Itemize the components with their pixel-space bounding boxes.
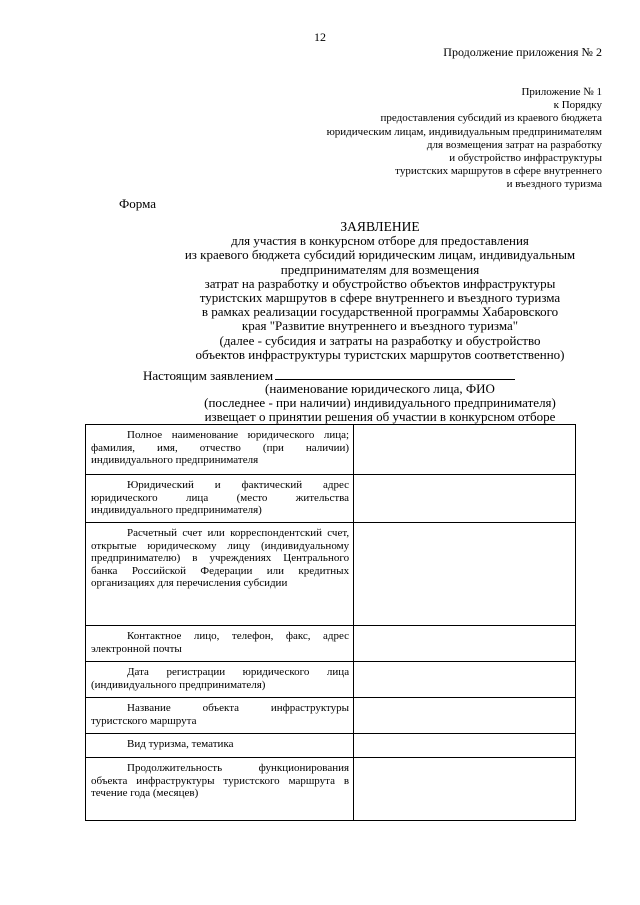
row-label: Дата регистрации юридического лица (индивидуального предпринимателя): [86, 662, 354, 698]
row-label: Юридический и фактический адрес юридического лица (место жительства индивидуального предпринимателя): [86, 475, 354, 523]
applicant-name-blank[interactable]: [275, 368, 515, 380]
row-value-cell[interactable]: [354, 758, 576, 821]
row-value-cell[interactable]: [354, 523, 576, 626]
document-title: ЗАЯВЛЕНИЕ: [340, 219, 420, 234]
subtitle-line: затрат на разработку и обустройство объектов инфраструктуры: [204, 275, 556, 291]
table-row: [86, 662, 576, 698]
row-value-cell[interactable]: [354, 626, 576, 662]
subtitle-line: объектов инфраструктуры туристских маршрутов соответственно): [195, 346, 565, 362]
table-row: [86, 698, 576, 734]
table-row: [86, 734, 576, 758]
appendix-line: туристских маршрутов в сфере внутреннего: [395, 165, 602, 178]
table-row: [86, 523, 576, 626]
declaration-line: извещает о принятии решения об участии в конкурсном отборе: [204, 409, 556, 424]
appendix-line: к Порядку: [553, 99, 602, 112]
declaration-line: (последнее - при наличии) индивидуального предпринимателя): [204, 395, 556, 410]
subtitle-line: (далее - субсидия и затраты на разработку и обустройство: [219, 332, 541, 348]
subtitle-line: из краевого бюджета субсидий юридическим лицам, индивидуальным: [184, 247, 576, 263]
row-value-cell[interactable]: [354, 734, 576, 758]
row-value-cell[interactable]: [354, 475, 576, 523]
appendix-reference: [262, 86, 602, 192]
table-row: [86, 626, 576, 662]
appendix-line: предоставления субсидий из краевого бюджета: [380, 112, 602, 125]
appendix-line: и въездного туризма: [506, 178, 602, 191]
row-label: Продолжительность функционирования объекта инфраструктуры туристского маршрута в течение года (месяцев): [86, 758, 354, 821]
row-label: Вид туризма, тематика: [86, 734, 354, 758]
declaration-block: [80, 382, 640, 424]
row-label: Название объекта инфраструктуры туристского маршрута: [86, 698, 354, 734]
row-value-cell[interactable]: [354, 662, 576, 698]
appendix-line: и обустройство инфраструктуры: [449, 152, 602, 165]
table-row: [86, 425, 576, 475]
appendix-line: Приложение № 1: [521, 86, 602, 98]
application-form-table: [85, 424, 576, 821]
declaration-line: (наименование юридического лица, ФИО: [265, 381, 495, 396]
row-label: Расчетный счет или корреспондентский счет, открытые юридическому лицу (индивидуальному предпринимателю) в учреждениях Центрального банка Российской Федерации или кредитных организациях для перечисления субсидии: [86, 523, 354, 626]
subtitle-line: предпринимателям для возмещения: [280, 261, 480, 277]
row-label: Контактное лицо, телефон, факс, адрес электронной почты: [86, 626, 354, 662]
subtitle-line: в рамках реализации государственной программы Хабаровского: [201, 304, 559, 320]
row-value-cell[interactable]: [354, 698, 576, 734]
continuation-note: Продолжение приложения № 2: [443, 45, 602, 59]
page-number: 12: [314, 30, 326, 44]
appendix-line: юридическим лицам, индивидуальным предпринимателям: [326, 125, 602, 138]
table-row: [86, 475, 576, 523]
row-label: Полное наименование юридического лица; фамилия, имя, отчество (при наличии) индивидуального предпринимателя: [86, 425, 354, 475]
subtitle-line: для участия в конкурсном отборе для предоставления: [231, 233, 529, 249]
appendix-line: для возмещения затрат на разработку: [426, 138, 602, 151]
row-value-cell[interactable]: [354, 425, 576, 475]
declaration-start-text: Настоящим заявлением: [143, 368, 274, 383]
subtitle-line: туристских маршрутов в сфере внутреннего и въездного туризма: [199, 290, 561, 306]
table-row: [86, 758, 576, 821]
document-header: [80, 220, 640, 362]
subtitle-line: края "Развитие внутреннего и въездного туризма": [241, 318, 519, 334]
form-label: Форма: [119, 196, 156, 211]
